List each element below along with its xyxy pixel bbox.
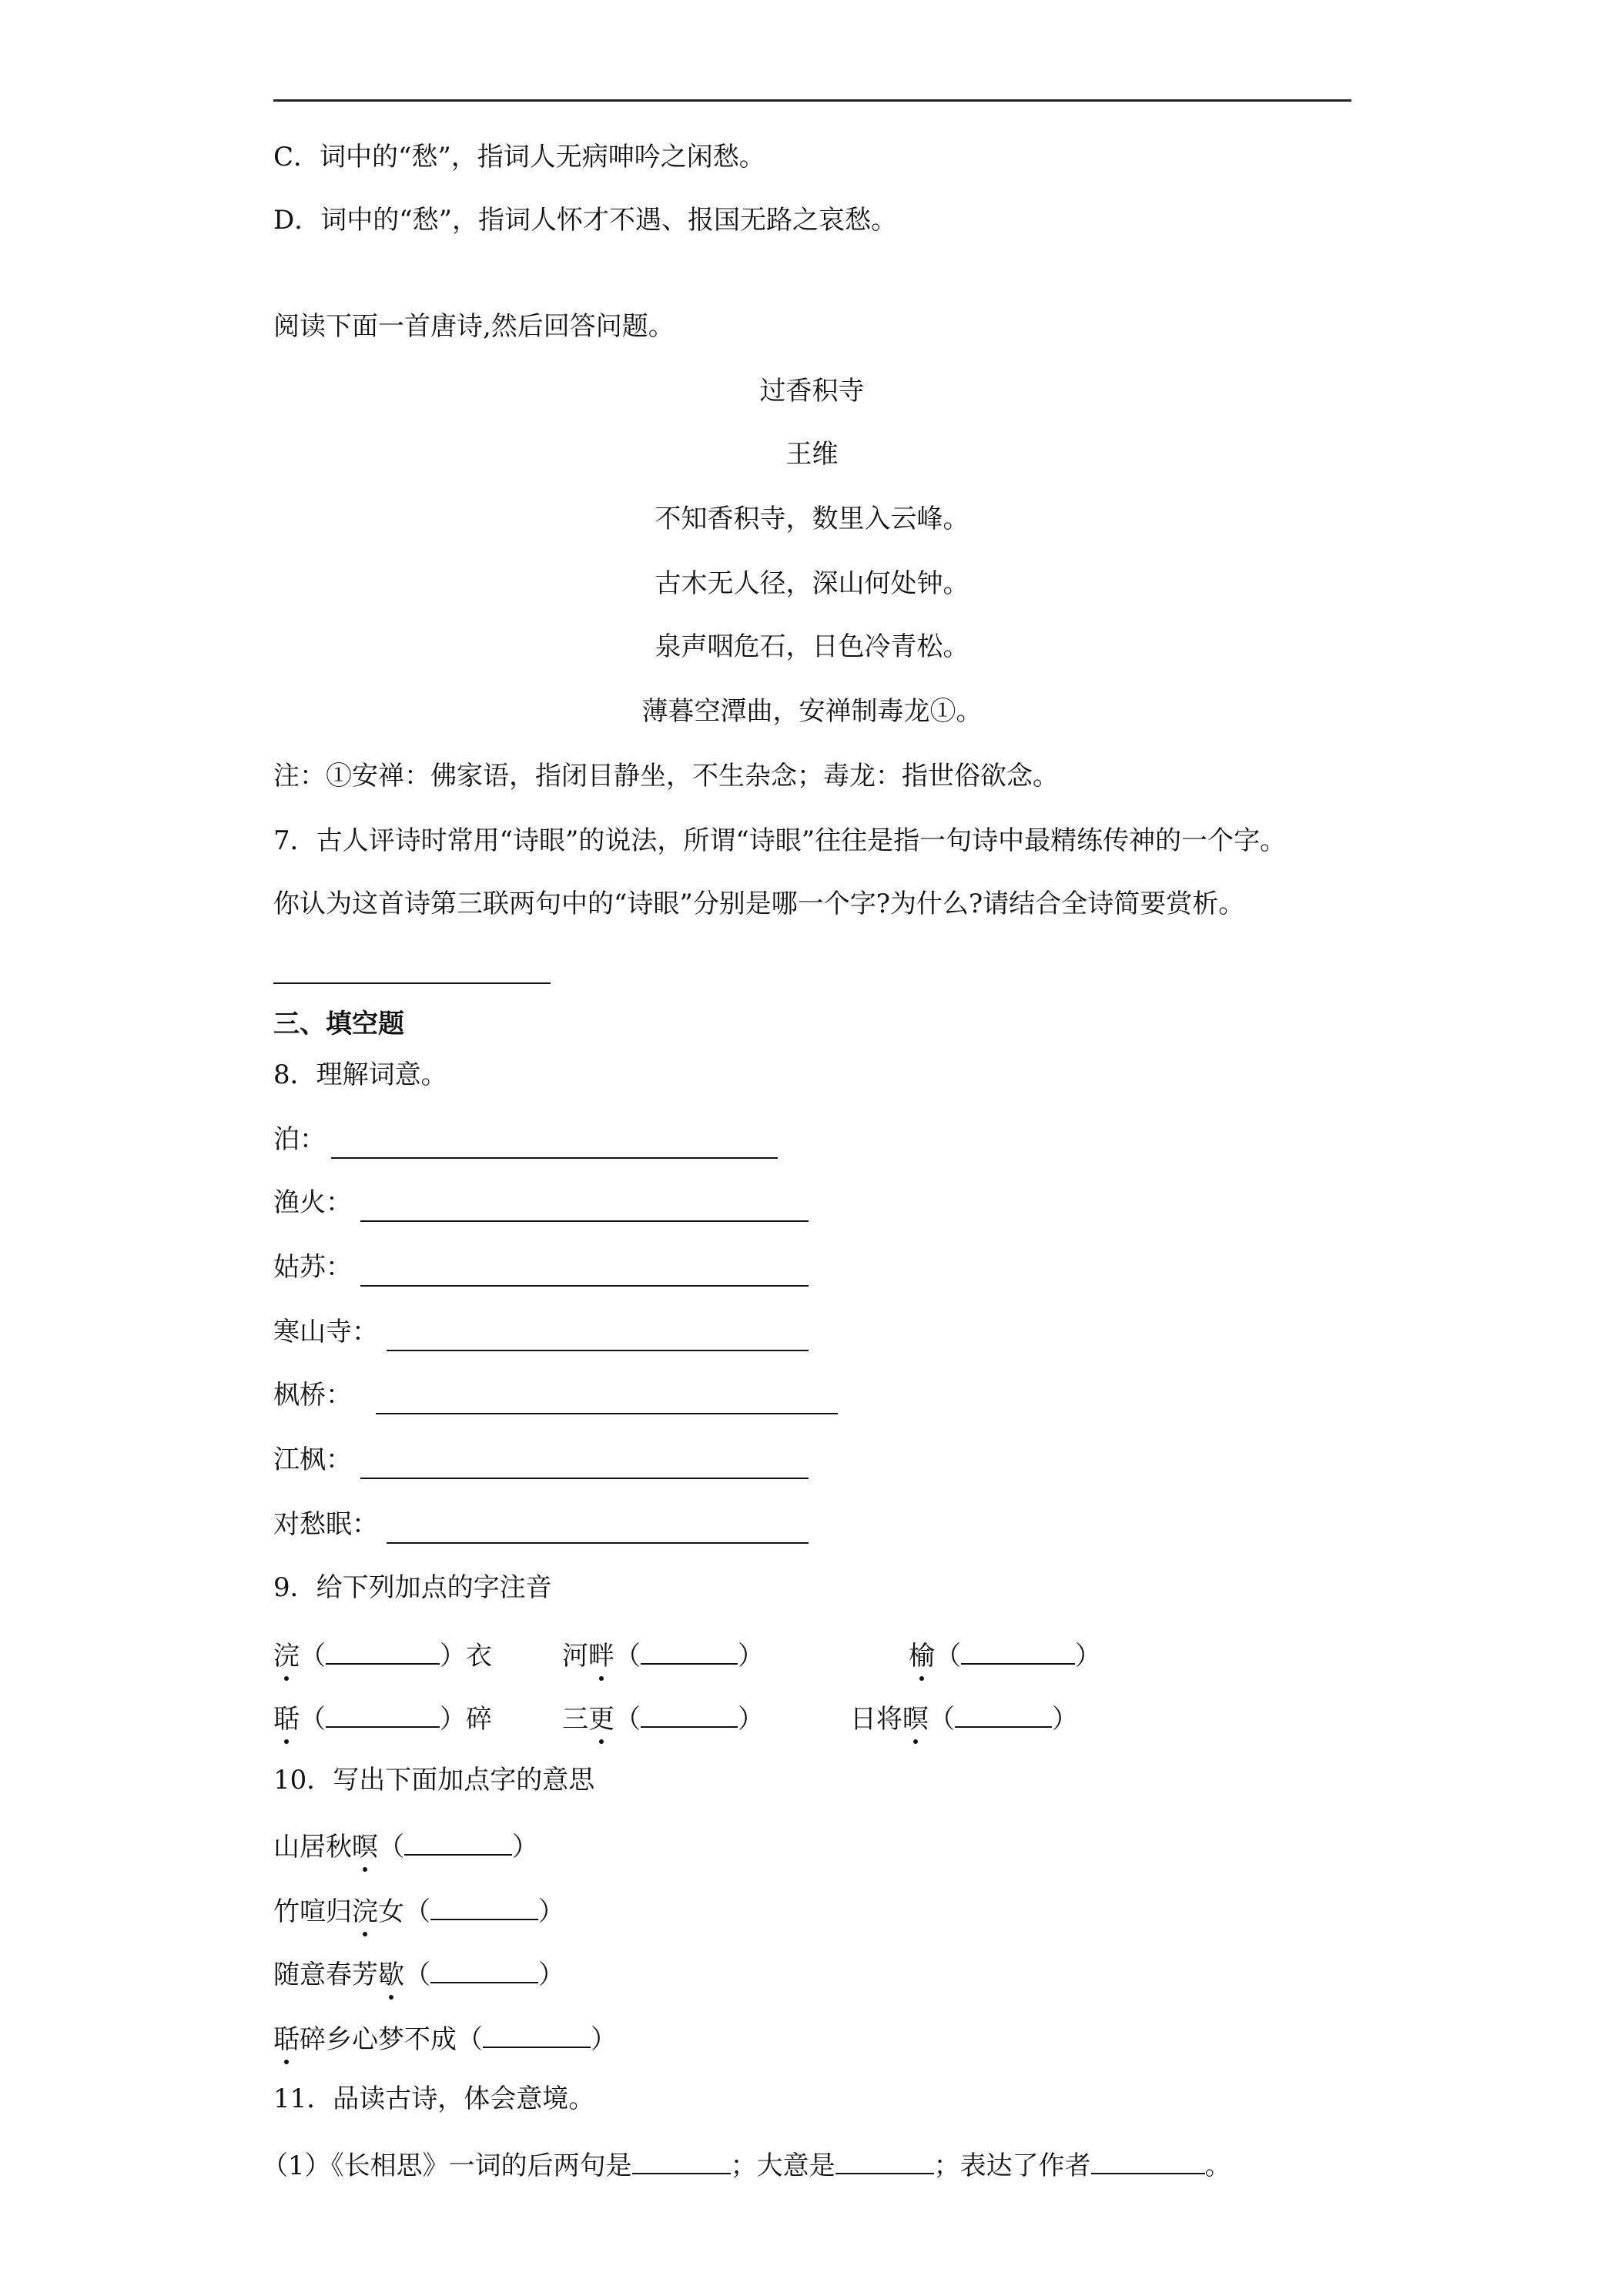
pinyin-item: 河畔（ ） <box>562 1635 764 1673</box>
dotted-character: 聒 <box>273 2024 300 2055</box>
header-rule <box>273 99 1351 102</box>
q8-item-label: 泊： <box>273 1124 326 1155</box>
option-c: C．词中的“愁”，指词人无病呻吟之闲愁。 <box>273 142 765 172</box>
question-7-line-2: 你认为这首诗第三联两句中的“诗眼”分别是哪一个字?为什么?请结合全诗简要赏析。 <box>273 889 1245 919</box>
poem-line-2: 古木无人径，深山何处钟。 <box>655 568 969 599</box>
meaning-item: 聒碎乡心梦不成（ ） <box>273 2019 617 2057</box>
meaning-item: 随意春芳歇（ ） <box>273 1954 564 1992</box>
pinyin-item: 浣（ ）衣 <box>273 1635 492 1673</box>
answer-blank[interactable] <box>430 1954 538 1983</box>
answer-blank[interactable] <box>404 1826 512 1856</box>
question-11-sub-1: （1）《长相思》一词的后两句是 ；大意是 ；表达了作者 。 <box>262 2145 1231 2183</box>
answer-blank[interactable] <box>430 1891 538 1920</box>
poem-line-3: 泉声咽危石，日色冷青松。 <box>655 631 969 662</box>
answer-blank[interactable] <box>326 1699 440 1728</box>
answer-blank[interactable] <box>835 2145 934 2174</box>
answer-blank[interactable] <box>376 1413 838 1414</box>
answer-blank[interactable] <box>632 2145 731 2174</box>
q8-item-label: 寒山寺： <box>273 1317 378 1347</box>
answer-blank[interactable] <box>387 1542 809 1544</box>
question-8-prompt: 8．理解词意。 <box>273 1059 447 1090</box>
answer-blank[interactable] <box>360 1220 809 1222</box>
poem-author: 王维 <box>785 439 839 470</box>
dotted-character: 暝 <box>902 1704 929 1735</box>
dotted-character: 榆 <box>909 1641 935 1672</box>
poem-note: 注：①安禅：佛家语，指闭目静坐，不生杂念；毒龙：指世俗欲念。 <box>273 761 1059 792</box>
question-7-line-1: 7．古人评诗时常用“诗眼”的说法，所谓“诗眼”往往是指一句诗中最精练传神的一个字。 <box>273 825 1287 856</box>
dotted-character: 聒 <box>273 1704 300 1735</box>
answer-blank[interactable] <box>331 1157 778 1159</box>
dotted-character: 畔 <box>588 1641 614 1672</box>
answer-blank[interactable] <box>360 1285 809 1287</box>
section-heading: 三、填空题 <box>273 1009 404 1039</box>
poem-intro: 阅读下面一首唐诗,然后回答问题。 <box>273 311 675 342</box>
q8-item-label: 姑苏： <box>273 1252 352 1283</box>
dotted-character: 暝 <box>352 1832 378 1863</box>
q8-item-label: 枫桥： <box>273 1380 352 1411</box>
dotted-character: 歇 <box>378 1960 404 1990</box>
answer-blank[interactable] <box>1091 2145 1205 2174</box>
meaning-item: 竹喧归浣女（ ） <box>273 1891 564 1929</box>
answer-blank[interactable] <box>360 1478 809 1479</box>
answer-blank-q7[interactable] <box>273 982 551 984</box>
question-10-prompt: 10．写出下面加点字的意思 <box>273 1765 595 1796</box>
answer-blank[interactable] <box>483 2019 591 2048</box>
pinyin-item: 聒（ ）碎 <box>273 1699 492 1736</box>
q8-item-label: 渔火： <box>273 1187 352 1218</box>
dotted-character: 更 <box>588 1704 614 1735</box>
answer-blank[interactable] <box>641 1635 738 1665</box>
answer-blank[interactable] <box>961 1635 1075 1665</box>
poem-line-4: 薄暮空潭曲，安禅制毒龙①。 <box>641 696 983 727</box>
pinyin-item: 三更（ ） <box>562 1699 764 1736</box>
q8-item-label: 江枫： <box>273 1444 352 1475</box>
poem-line-1: 不知香积寺，数里入云峰。 <box>655 504 969 534</box>
meaning-item: 山居秋暝（ ） <box>273 1826 538 1864</box>
answer-blank[interactable] <box>641 1699 738 1728</box>
question-11-prompt: 11．品读古诗，体会意境。 <box>273 2083 595 2114</box>
q8-item-label: 对愁眠： <box>273 1509 378 1540</box>
answer-blank[interactable] <box>387 1350 809 1351</box>
pinyin-item: 榆（ ） <box>909 1635 1101 1673</box>
dotted-character: 浣 <box>273 1641 300 1672</box>
option-d: D．词中的“愁”，指词人怀才不遇、报国无路之哀愁。 <box>273 205 898 236</box>
question-9-prompt: 9．给下列加点的字注音 <box>273 1572 552 1603</box>
dotted-character: 浣 <box>352 1896 378 1927</box>
pinyin-item: 日将暝（ ） <box>850 1699 1078 1736</box>
answer-blank[interactable] <box>326 1635 440 1665</box>
answer-blank[interactable] <box>955 1699 1052 1728</box>
poem-title: 过香积寺 <box>759 376 865 407</box>
